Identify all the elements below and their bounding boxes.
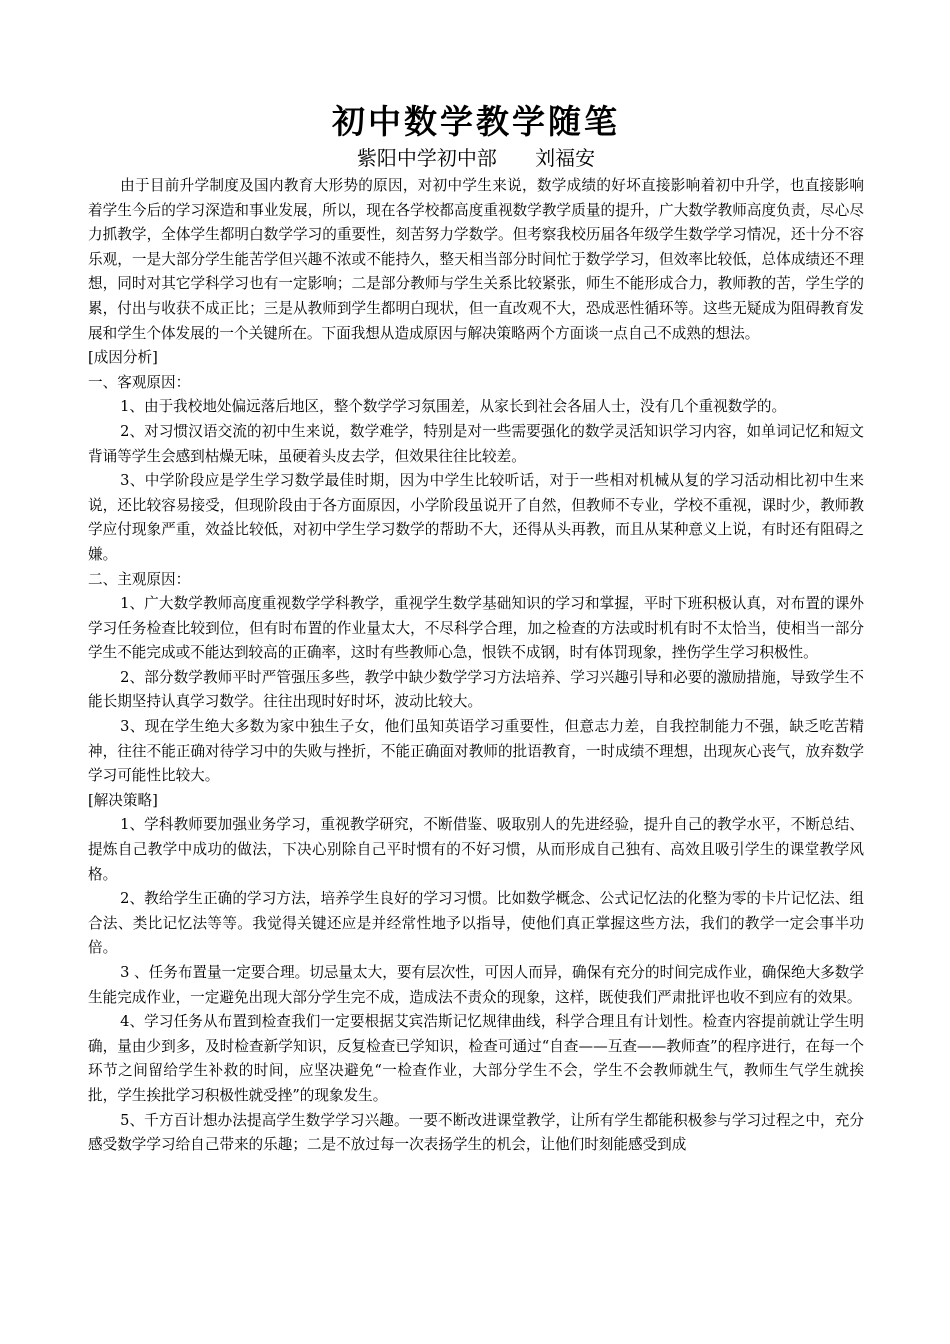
subjective-item-1: 1、广大数学教师高度重视数学学科教学，重视学生数学基础知识的学习和掌握，平时下班积极认真，对布置的课外学习任务检查比较到位，但有时布置的作业量太大，不尽科学合理，加之检查的方法或时机有时不太恰当，使相当一部分学生不能完成或不能达到较高的正确率，这时有些教师心急，恨铁不成钢，时有体罚现象，挫伤学生学习积极性。: [88, 595, 864, 662]
section-heading-strategies: [解决策略]: [88, 791, 158, 809]
strategy-item-1: 1、学科教师要加强业务学习，重视教学研究，不断借鉴、吸取别人的先进经验，提升自己的教学水平，不断总结、提炼自己教学中成功的做法，下决心别除自己平时惯有的不好习惯，从而形成自己独有、高效且吸引学生的课堂教学风格。: [88, 816, 864, 883]
objective-item-2: 2、对习惯汉语交流的初中生来说，数学难学，特别是对一些需要强化的数学灵活知识学习内容，如单词记忆和短文背诵等学生会感到枯燥无味，虽硬着头皮去学，但效果往往比较差。: [88, 422, 864, 465]
strategy-item-5: 5、千方百计想办法提高学生数学学习兴趣。一要不断改进课堂教学，让所有学生都能积极参与学习过程之中，充分感受数学学习给自己带来的乐趣；二是不放过每一次表扬学生的机会，让他们时刻能感受到成: [88, 1111, 864, 1154]
author-byline: 紫阳中学初中部 刘福安: [356, 146, 596, 170]
subheading-objective: 一、客观原因：: [88, 373, 191, 391]
strategy-item-2: 2、教给学生正确的学习方法，培养学生良好的学习习惯。比如数学概念、公式记忆法的化整为零的卡片记忆法、组合法、类比记忆法等等。我觉得关键还应是并经常性地予以指导，使他们真正掌握这些方法，我们的教学一定会事半功倍。: [88, 890, 864, 957]
subheading-subjective: 二、主观原因：: [88, 570, 191, 588]
subjective-item-2: 2、部分数学教师平时严管强压多些，教学中缺少数学学习方法培养、学习兴趣引导和必要的激励措施，导致学生不能长期坚持认真学习数学。往往出现时好时坏，波动比较大。: [88, 668, 864, 711]
intro-paragraph: 由于目前升学制度及国内教育大形势的原因，对初中学生来说，数学成绩的好坏直接影响着初中升学，也直接影响着学生今后的学习深造和事业发展，所以，现在各学校都高度重视数学教学质量的提升，广大数学教师高度负责，尽心尽力抓教学，全体学生都明白数学学习的重要性，刻苦努力学数学。但考察我校历届各年级学生数学学习情况，还十分不容乐观，一是大部分学生能苦学但兴趣不浓或不能持久，整天相当部分时间忙于数学学习，但效率比较低，总体成绩还不理想，同时对其它学科学习也有一定影响；二是部分教师与学生关系比较紧张，师生不能形成合力，教师教的苦，学生学的累，付出与收获不成正比；三是从教师到学生都明白现状，但一直改观不大，恐成恶性循环等。这些无疑成为阻碍教育发展和学生个体发展的一个关键所在。下面我想从造成原因与解决策略两个方面谈一点自己不成熟的想法。: [88, 177, 864, 342]
objective-item-3: 3、中学阶段应是学生学习数学最佳时期，因为中学生比较听话，对于一些相对机械从复的学习活动相比初中生来说，还比较容易接受，但现阶段由于各方面原因，小学阶段虽说开了自然，但教师不专业，学校不重视，课时少，教师教学应付现象严重，效益比较低，对初中学生学习数学的帮助不大，还得从头再教，而且从某种意义上说，有时还有阻碍之嫌。: [88, 472, 864, 563]
document-title: 初中数学教学随笔: [332, 102, 620, 141]
document-page: [88, 96, 864, 1158]
strategy-item-3: 3 、任务布置量一定要合理。切忌量太大，要有层次性，可因人而异，确保有充分的时间完成作业，确保绝大多数学生能完成作业，一定避免出现大部分学生完不成，造成法不责众的现象，这样，既使我们严肃批评也收不到应有的效果。: [88, 964, 864, 1006]
section-heading-causes: [成因分析]: [88, 349, 158, 367]
strategy-item-4: 4、学习任务从布置到检查我们一定要根据艾宾浩斯记忆规律曲线，科学合理且有计划性。检查内容提前就让学生明确，量由少到多，及时检查新学知识，反复检查已学知识，检查可通过“自查——互查——教师查”的程序进行，在每一个环节之间留给学生补救的时间，应坚决避免“一检查作业，大部分学生不会，学生不会教师就生气，教师生气学生就挨批，学生挨批学习积极性就受挫”的现象发生。: [88, 1013, 864, 1104]
subjective-item-3: 3、现在学生绝大多数为家中独生子女，他们虽知英语学习重要性，但意志力差，自我控制能力不强，缺乏吃苦精神，往往不能正确对待学习中的失败与挫折，不能正确面对教师的批语教育，一时成绩不理想，出现灰心丧气，放弃数学学习可能性比较大。: [88, 718, 864, 785]
objective-item-1: 1、由于我校地处偏远落后地区，整个数学学习氛围差，从家长到社会各届人士，没有几个重视数学的。: [120, 398, 787, 416]
